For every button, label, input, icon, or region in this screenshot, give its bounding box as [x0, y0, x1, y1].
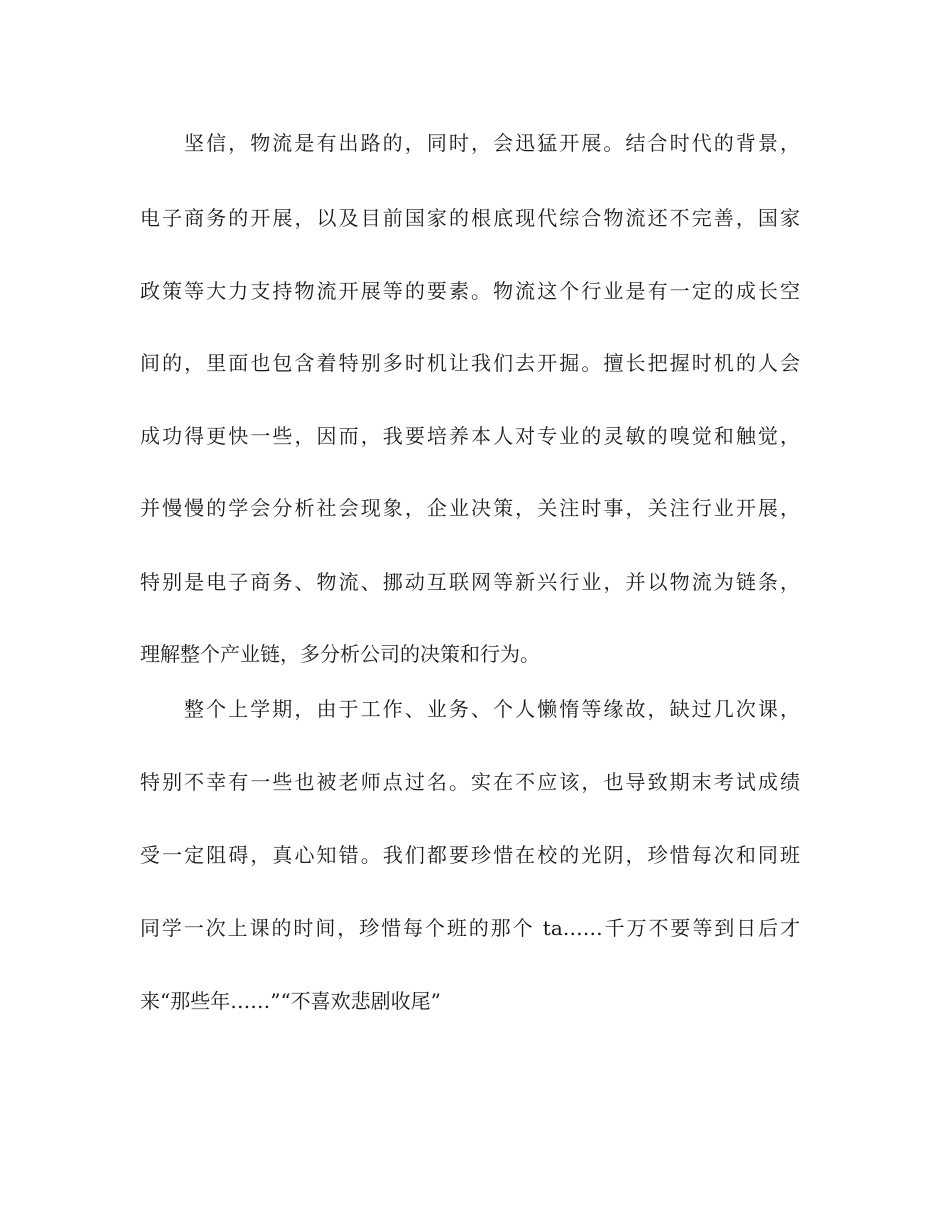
paragraph-2-line-4: 同学一次上课的时间，珍惜每个班的那个 ta……千万不要等到日后才 [140, 916, 800, 940]
paragraph-2-line-3: 受一定阻碍，真心知错。我们都要珍惜在校的光阴，珍惜每次和同班 [140, 843, 800, 867]
paragraph-1-line-3: 政策等大力支持物流开展等的要素。物流这个行业是有一定的成长空 [140, 279, 800, 303]
paragraph-1-line-8: 理解整个产业链，多分析公司的决策和行为。 [140, 642, 540, 666]
paragraph-2-line-5: 来“那些年……”“不喜欢悲剧收尾” [140, 989, 441, 1013]
paragraph-1-line-1: 坚信，物流是有出路的，同时，会迅猛开展。结合时代的背景， [184, 131, 800, 155]
paragraph-1-line-2: 电子商务的开展，以及目前国家的根底现代综合物流还不完善，国家 [140, 206, 800, 230]
paragraph-2-line-2: 特别不幸有一些也被老师点过名。实在不应该，也导致期末考试成绩 [140, 770, 800, 794]
paragraph-2-line-1: 整个上学期，由于工作、业务、个人懒惰等缘故，缺过几次课， [184, 697, 800, 721]
paragraph-1-line-4: 间的，里面也包含着特别多时机让我们去开掘。擅长把握时机的人会 [140, 351, 800, 375]
paragraph-1-line-6: 并慢慢的学会分析社会现象，企业决策，关注时事，关注行业开展， [140, 496, 800, 520]
paragraph-1-line-5: 成功得更快一些，因而，我要培养本人对专业的灵敏的嗅觉和触觉， [140, 424, 800, 448]
paragraph-1-line-7: 特别是电子商务、物流、挪动互联网等新兴行业，并以物流为链条， [140, 570, 800, 594]
